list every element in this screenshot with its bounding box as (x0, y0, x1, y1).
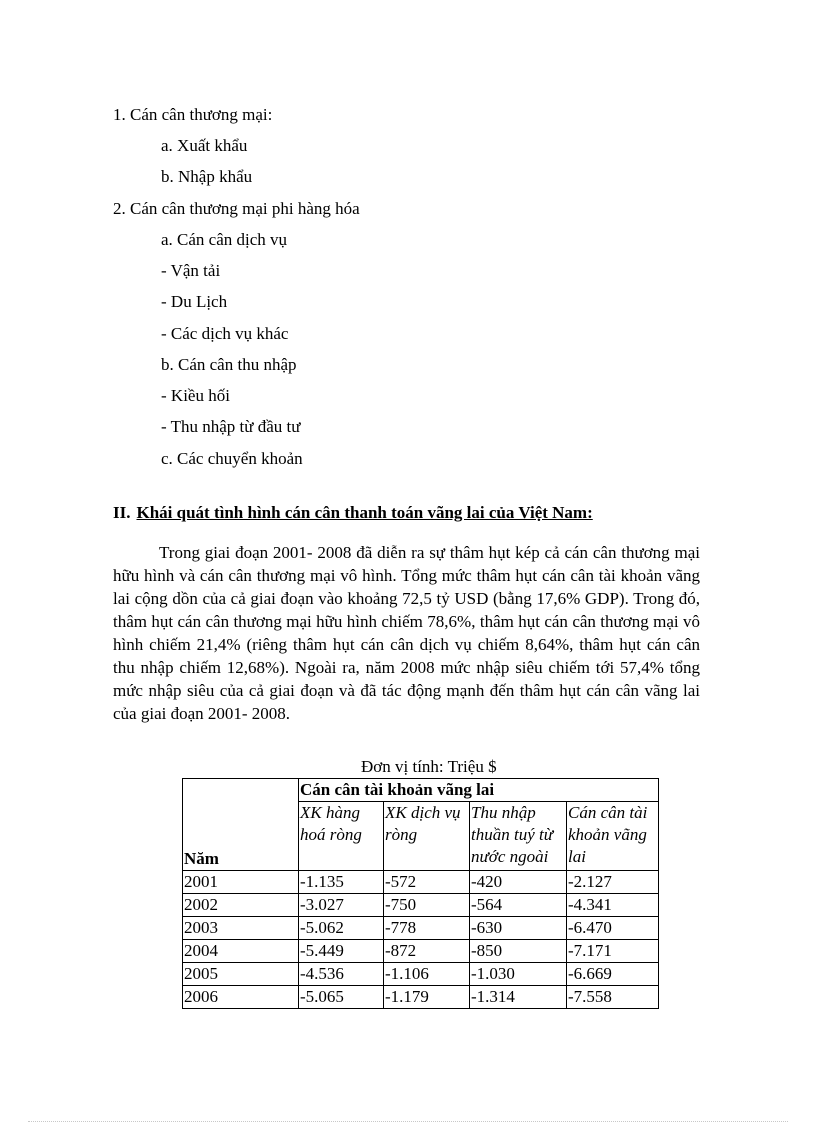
table-cell-value: -420 (470, 871, 567, 894)
current-account-table (182, 778, 659, 1009)
table-cell-value: -7.171 (567, 940, 659, 963)
table-body (183, 871, 659, 1009)
page-bottom-divider (28, 1121, 788, 1122)
table-cell-value: -564 (470, 894, 567, 917)
table-row (183, 986, 659, 1009)
table-row (183, 917, 659, 940)
table-cell-value: -1.106 (384, 963, 470, 986)
table-cell-value: -1.314 (470, 986, 567, 1009)
table-cell-value: -872 (384, 940, 470, 963)
outline-item-remittance: - Kiều hối (161, 386, 230, 405)
outline-item-tourism: - Du Lịch (161, 292, 228, 311)
year-header: Năm (183, 779, 299, 871)
section-number: II. (113, 503, 131, 522)
table-cell-year: 2003 (183, 917, 299, 940)
table-cell-value: -1.135 (299, 871, 384, 894)
table-row (183, 894, 659, 917)
table-cell-value: -5.065 (299, 986, 384, 1009)
table-row (183, 963, 659, 986)
outline-item-other-services: - Các dịch vụ khác (161, 324, 289, 343)
outline-item-1b: b. Nhập khẩu (161, 167, 253, 186)
table-cell-value: -6.669 (567, 963, 659, 986)
table-cell-value: -5.062 (299, 917, 384, 940)
outline-item-2c: c. Các chuyển khoản (161, 449, 303, 468)
outline-item-2a: a. Cán cân dịch vụ (161, 230, 288, 249)
body-paragraph: Trong giai đoạn 2001- 2008 đã diễn ra sự thâm hụt kép cả cán cân thương mại hữu hình và cán cân thương mại vô hình. Tổng mức thâm hụt cán cân tài khoản vãng lai cộng dồn của cả giai đoạn vào khoảng 72,5 tỷ USD (bằng 17,6% GDP). Trong đó, thâm hụt cán cân thương mại hữu hình chiếm 78,6%, thâm hụt cán cân thương mại vô hình chiếm 21,4% (riêng thâm hụt cán cân dịch vụ chiếm 8,64%, thâm hụt cán cân thu nhập chiếm 12,68%). Ngoài ra, năm 2008 mức nhập siêu chiếm tới 57,4% tổng mức nhập siêu của cả giai đoạn và đã tác động mạnh đến thâm hụt cán cân vãng lai của giai đoạn 2001- 2008. (113, 543, 700, 723)
table-cell-value: -1.030 (470, 963, 567, 986)
column-header-net-income: Thu nhập thuần tuý từ nước ngoài (470, 802, 567, 871)
table-cell-value: -6.470 (567, 917, 659, 940)
table-cell-year: 2001 (183, 871, 299, 894)
outline-item-1a: a. Xuất khẩu (161, 136, 248, 155)
outline-item-investment-income: - Thu nhập từ đầu tư (161, 417, 301, 436)
table-cell-value: -3.027 (299, 894, 384, 917)
group-header: Cán cân tài khoản vãng lai (299, 779, 659, 802)
table-cell-year: 2006 (183, 986, 299, 1009)
table-cell-value: -572 (384, 871, 470, 894)
outline-item-1: 1. Cán cân thương mại: (113, 105, 273, 124)
table-cell-value: -850 (470, 940, 567, 963)
table-cell-value: -7.558 (567, 986, 659, 1009)
table-cell-value: -2.127 (567, 871, 659, 894)
table-row (183, 871, 659, 894)
table-cell-year: 2004 (183, 940, 299, 963)
table-cell-value: -778 (384, 917, 470, 940)
column-header-goods-export: XK hàng hoá ròng (299, 802, 384, 871)
table-cell-value: -1.179 (384, 986, 470, 1009)
table-cell-value: -4.536 (299, 963, 384, 986)
table-row (183, 940, 659, 963)
column-header-services-export: XK dịch vụ ròng (384, 802, 470, 871)
outline-item-2: 2. Cán cân thương mại phi hàng hóa (113, 199, 360, 218)
table-cell-year: 2002 (183, 894, 299, 917)
table-cell-year: 2005 (183, 963, 299, 986)
table-cell-value: -630 (470, 917, 567, 940)
section-heading (113, 503, 593, 523)
table-cell-value: -750 (384, 894, 470, 917)
table-cell-value: -4.341 (567, 894, 659, 917)
section-title: Khái quát tình hình cán cân thanh toán vãng lai của Việt Nam: (136, 503, 593, 522)
outline-item-2b: b. Cán cân thu nhập (161, 355, 297, 374)
column-header-current-account: Cán cân tài khoản vãng lai (567, 802, 659, 871)
outline-item-transport: - Vận tải (161, 261, 221, 280)
table-cell-value: -5.449 (299, 940, 384, 963)
table-unit-caption: Đơn vị tính: Triệu $ (361, 757, 497, 776)
